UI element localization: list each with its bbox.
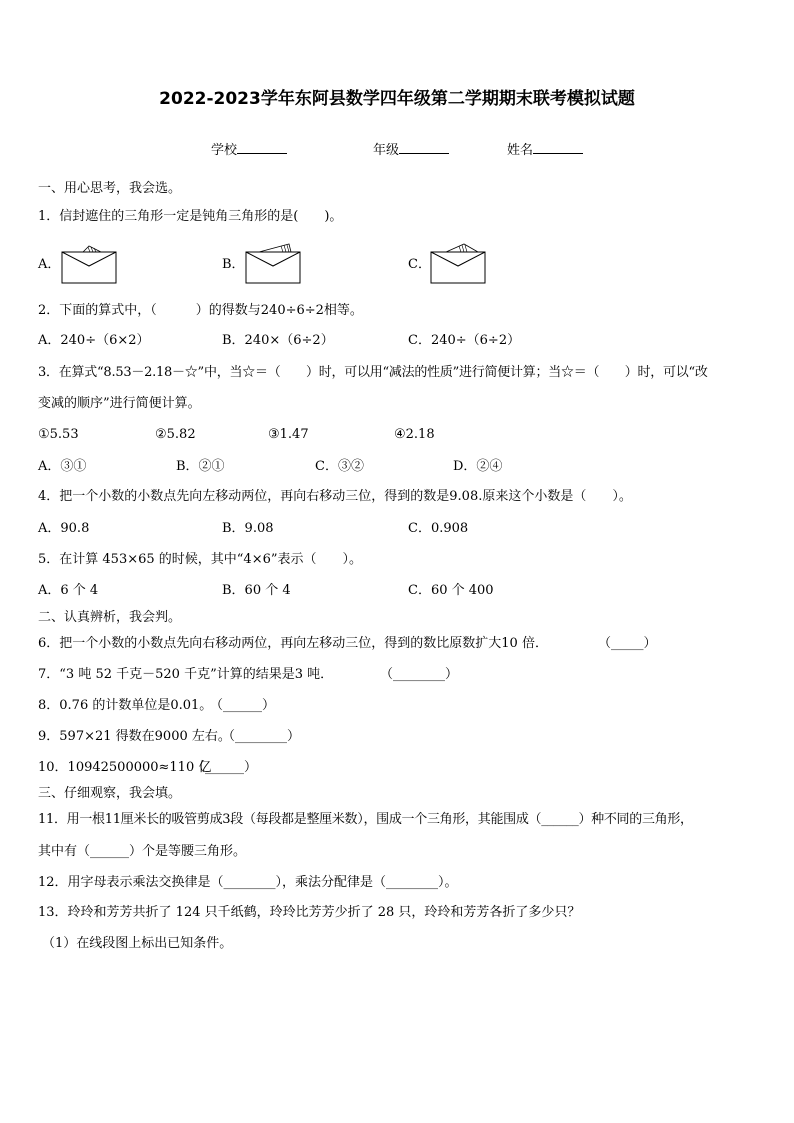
question-5-stem: 5．在计算 453×65 的时候，其中“4×6”表示（ ）。 xyxy=(38,552,363,567)
question-1-option-b[interactable]: B． xyxy=(222,257,245,272)
name-field xyxy=(507,142,583,157)
question-4-option-a[interactable]: A．90.8 xyxy=(38,521,90,536)
question-3-option-c[interactable]: C．③② xyxy=(315,459,364,474)
question-3-choice-1: ①5.53 xyxy=(38,427,79,442)
question-4-option-b[interactable]: B．9.08 xyxy=(222,521,274,536)
question-1-option-a[interactable]: A． xyxy=(38,257,61,272)
question-6-answer-blank[interactable]: （_____） xyxy=(598,636,657,651)
question-2-option-b[interactable]: B．240×（6÷2） xyxy=(222,333,334,348)
question-4-stem: 4．把一个小数的小数点先向左移动两位，再向右移动三位，得到的数是9.08.原来这个小数是（ ）。 xyxy=(38,489,632,504)
question-3-stem-line-2: 变减的顺序”进行简便计算。 xyxy=(38,396,201,411)
question-7-stem: 7．“3 吨 52 千克－520 千克”计算的结果是3 吨． xyxy=(38,667,334,682)
question-3-option-b[interactable]: B．②① xyxy=(176,459,225,474)
question-5-option-c[interactable]: C．60 个 400 xyxy=(408,583,494,598)
grade-blank[interactable] xyxy=(399,142,449,154)
question-3-stem-line-1: 3．在算式“8.53－2.18－☆”中，当☆＝（ ）时，可以用“减法的性质”进行简便计算；当☆＝（ ）时，可以“改 xyxy=(38,365,708,380)
question-1-option-c[interactable]: C． xyxy=(408,257,431,272)
school-blank[interactable] xyxy=(237,142,287,154)
envelope-figure-c xyxy=(430,242,486,284)
question-3-choice-2: ②5.82 xyxy=(155,427,196,442)
question-3-choice-4: ④2.18 xyxy=(394,427,435,442)
grade-label: 年级 xyxy=(373,143,400,158)
question-6-stem: 6．把一个小数的小数点先向右移动两位，再向左移动三位，得到的数比原数扩大10 倍． xyxy=(38,636,548,651)
question-5-option-b[interactable]: B．60 个 4 xyxy=(222,583,291,598)
question-12-stem: 12．用字母表示乘法交换律是（________），乘法分配律是（________）。 xyxy=(38,875,458,890)
section-heading-choice: 一、用心思考，我会选。 xyxy=(38,181,182,196)
question-3-option-d[interactable]: D．②④ xyxy=(453,459,503,474)
question-13-stem: 13．玲玲和芳芳共折了 124 只千纸鹤，玲玲比芳芳少折了 28 只，玲玲和芳芳各折了多少只？ xyxy=(38,905,581,920)
question-9-answer-blank[interactable]: （________） xyxy=(222,729,301,744)
question-2-stem: 2．下面的算式中，（ ）的得数与240÷6÷2相等。 xyxy=(38,303,363,318)
question-8-stem: 8．0.76 的计数单位是0.01。 xyxy=(38,698,213,713)
name-blank[interactable] xyxy=(533,142,583,154)
question-11-line-1: 11．用一根11厘米长的吸管剪成3段（每段都是整厘米数），围成一个三角形，其能围成（______）种不同的三角形， xyxy=(38,812,693,827)
question-4-option-c[interactable]: C．0.908 xyxy=(408,521,469,536)
school-field xyxy=(211,142,287,157)
question-10-answer-blank[interactable]: （______） xyxy=(192,760,258,775)
question-11-line-2: 其中有（______）个是等腰三角形。 xyxy=(38,844,247,859)
question-2-option-c[interactable]: C．240÷（6÷2） xyxy=(408,333,521,348)
name-label: 姓名 xyxy=(507,143,534,158)
school-label: 学校 xyxy=(211,143,238,158)
question-2-option-a[interactable]: A．240÷（6×2） xyxy=(38,333,150,348)
section-heading-judge: 二、认真辨析，我会判。 xyxy=(38,610,182,625)
question-5-option-a[interactable]: A．6 个 4 xyxy=(38,583,99,598)
question-7-answer-blank[interactable]: （________） xyxy=(380,667,459,682)
question-1-stem: 1．信封遮住的三角形一定是钝角三角形的是( )。 xyxy=(38,209,343,224)
envelope-figure-b xyxy=(245,242,301,284)
section-heading-fill: 三、仔细观察，我会填。 xyxy=(38,786,182,801)
page-title: 2022-2023学年东阿县数学四年级第二学期期末联考模拟试题 xyxy=(159,89,635,109)
question-9-stem: 9．597×21 得数在9000 左右。 xyxy=(38,729,231,744)
question-13-sub-1: （1）在线段图上标出已知条件。 xyxy=(42,936,233,951)
question-3-option-a[interactable]: A．③① xyxy=(38,459,87,474)
question-3-choice-3: ③1.47 xyxy=(268,427,309,442)
envelope-figure-a xyxy=(61,244,117,284)
grade-field xyxy=(373,142,449,157)
question-8-answer-blank[interactable]: （______） xyxy=(210,698,276,713)
question-10-stem: 10．10942500000≈110 亿 xyxy=(38,760,212,775)
